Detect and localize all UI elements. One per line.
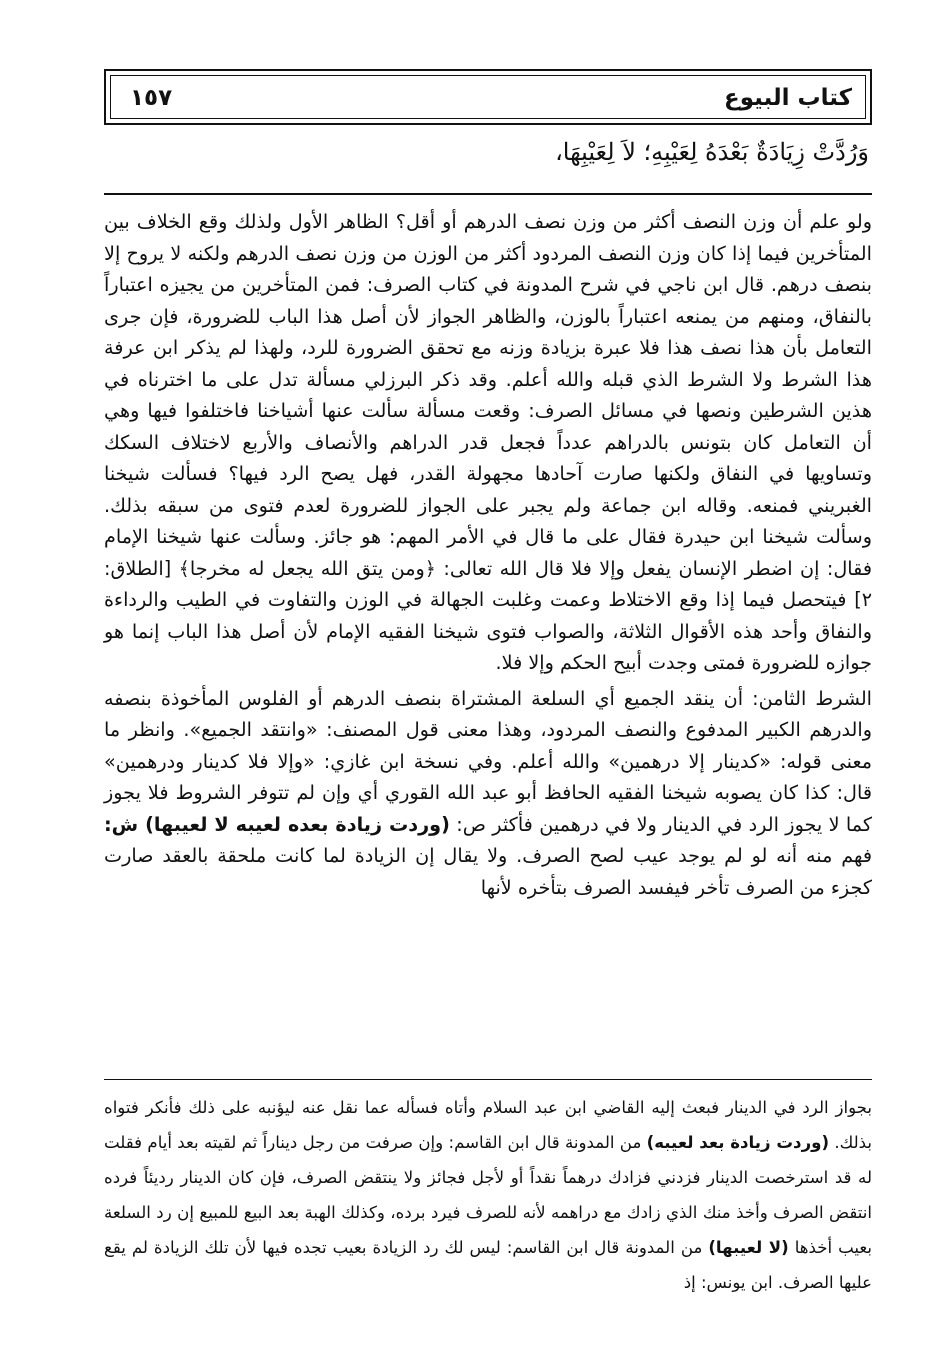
footnote-part-b: من المدونة قال ابن القاسم: وإن صرفت من رجل ديناراً ثم لقيته بعد أيام فقلت له قد استرخصت الدينار فزدني فزادك درهماً نقداً أو لأجل فجائز ولا ينتقض الصرف، فإن كان الدينار رديئاً فرده انتقض الصرف وأخذ منك الذي زادك مع دراهمه لأنه للصرف فيرد برده، وكذلك الهبة بعد البيع للمبيع إن رد السلعة بعيب أخذها: [104, 1133, 873, 1257]
footnote-part-a: بجواز الرد في الدينار فبعث إليه القاضي ابن عبد السلام وأتاه فسأله عما نقل عنه ليؤنبه على ذلك فأنكر فتواه بذلك.: [104, 1098, 872, 1152]
commentary-body: [104, 206, 872, 903]
footnote-part-c: من المدونة قال ابن القاسم: ليس لك رد الزيادة بعيب تجده فيها لأن تلك الزيادة لم يقع عليها الصرف. ابن يونس: إذ: [104, 1238, 872, 1292]
page-number: ١٥٧: [130, 85, 173, 111]
commentary-paragraph-1: ولو علم أن وزن النصف أكثر من وزن نصف الدرهم أو أقل؟ الظاهر الأول ولذلك وقع الخلاف بين المتأخرين فيما إذا كان وزن النصف المردود أكثر من الوزن من وزن نصف الدرهم ولكنه لا يروح إلا بنصف درهم. قال ابن ناجي في شرح المدونة في كتاب الصرف: فمن المتأخرين من يجيزه اعتباراً بالنفاق، ومنهم من يمنعه اعتباراً بالوزن، والظاهر الجواز لأن أصل هذا الباب للضرورة، فإن جرى التعامل بأن هذا نصف هذا فلا عبرة بزيادة وزنه مع تحقق الضرورة للرد، ولهذا لم يذكر ابن عرفة هذا الشرط ولا الشرط الذي قبله والله أعلم. وقد ذكر البرزلي مسألة تدل على ما اخترناه في هذين الشرطين ونصها في مسائل الصرف: وقعت مسألة سألت عنها أشياخنا فاختلفوا فيها وهي أن التعامل كان بتونس بالدراهم عدداً فجعل قدر الدراهم والأنصاف والأربع لاختلاف السكك وتساويها في النفاق ولكنها صارت آحادها مجهولة القدر، فهل يصح الرد فيها؟ فسألت شيخنا الغبريني فمنعه. وقاله ابن جماعة ولم يجبر على الجواز للضرورة لعدم فتوى من سبقه بذلك. وسألت شيخنا ابن حيدرة فقال على ما قال في الأمر المهم: هو جائز. وسألت عنها شيخنا الإمام فقال: إن اضطر الإنسان يفعل وإلا فلا قال الله تعالى: ﴿ومن يتق الله يجعل له مخرجا﴾ [الطلاق: ٢] فيتحصل فيما إذا وقع الاختلاط وعمت وغلبت الجهالة في الوزن والتفاوت في الطيب والرداءة والنفاق وأحد هذه الأقوال الثلاثة، والصواب فتوى شيخنا الفقيه الإمام لأن أصل هذا الباب إنما هو جوازه للضرورة فمتى وجدت أبيح الحكم وإلا فلا.: [104, 210, 872, 674]
top-divider: [104, 193, 872, 195]
footnote-bold-1: (وردت زيادة بعد لعيبه): [646, 1133, 830, 1152]
footnote-divider: [104, 1079, 872, 1080]
paragraph-2-part-b: فهم منه أنه لو لم يوجد عيب لصح الصرف. ولا يقال إن الزيادة لما كانت ملحقة بالعقد صارت كجزء من الصرف تأخر فيفسد الصرف بتأخره لأنها: [104, 844, 872, 899]
quoted-matn-bold: (وردت زيادة بعده لعيبه لا لعيبها) ش:: [104, 812, 450, 836]
running-header: [104, 69, 872, 125]
footnote-body: [104, 1090, 872, 1300]
paragraph-2-part-a: الشرط الثامن: أن ينقد الجميع أي السلعة المشتراة بنصف الدرهم أو الفلوس المأخوذة بنصفه والدرهم الكبير المدفوع والنصف المردود، وهذا معنى قول المصنف: «وانتقد الجميع». وانظر ما معنى قوله: «كدينار إلا درهمين» والله أعلم. وفي نسخة ابن غازي: «وإلا فلا كدينار ودرهمين» قال: كذا كان يصوبه شيخنا الفقيه الحافظ أبو عبد الله القوري أي وإن لم تتوفر الشروط فلا يجوز كما لا يجوز الرد في الدينار ولا في درهمين فأكثر ص:: [104, 686, 872, 836]
chapter-title: كتاب البيوع: [724, 85, 852, 111]
footnote-bold-2: (لا لعيبها): [708, 1238, 789, 1257]
commentary-paragraph-2: [104, 683, 872, 904]
matn-text: وَرُدَّتْ زِيَادَةٌ بَعْدَهُ لِعَيْبِهِ؛ لاَ لِعَيْبِهَا،: [555, 138, 869, 166]
